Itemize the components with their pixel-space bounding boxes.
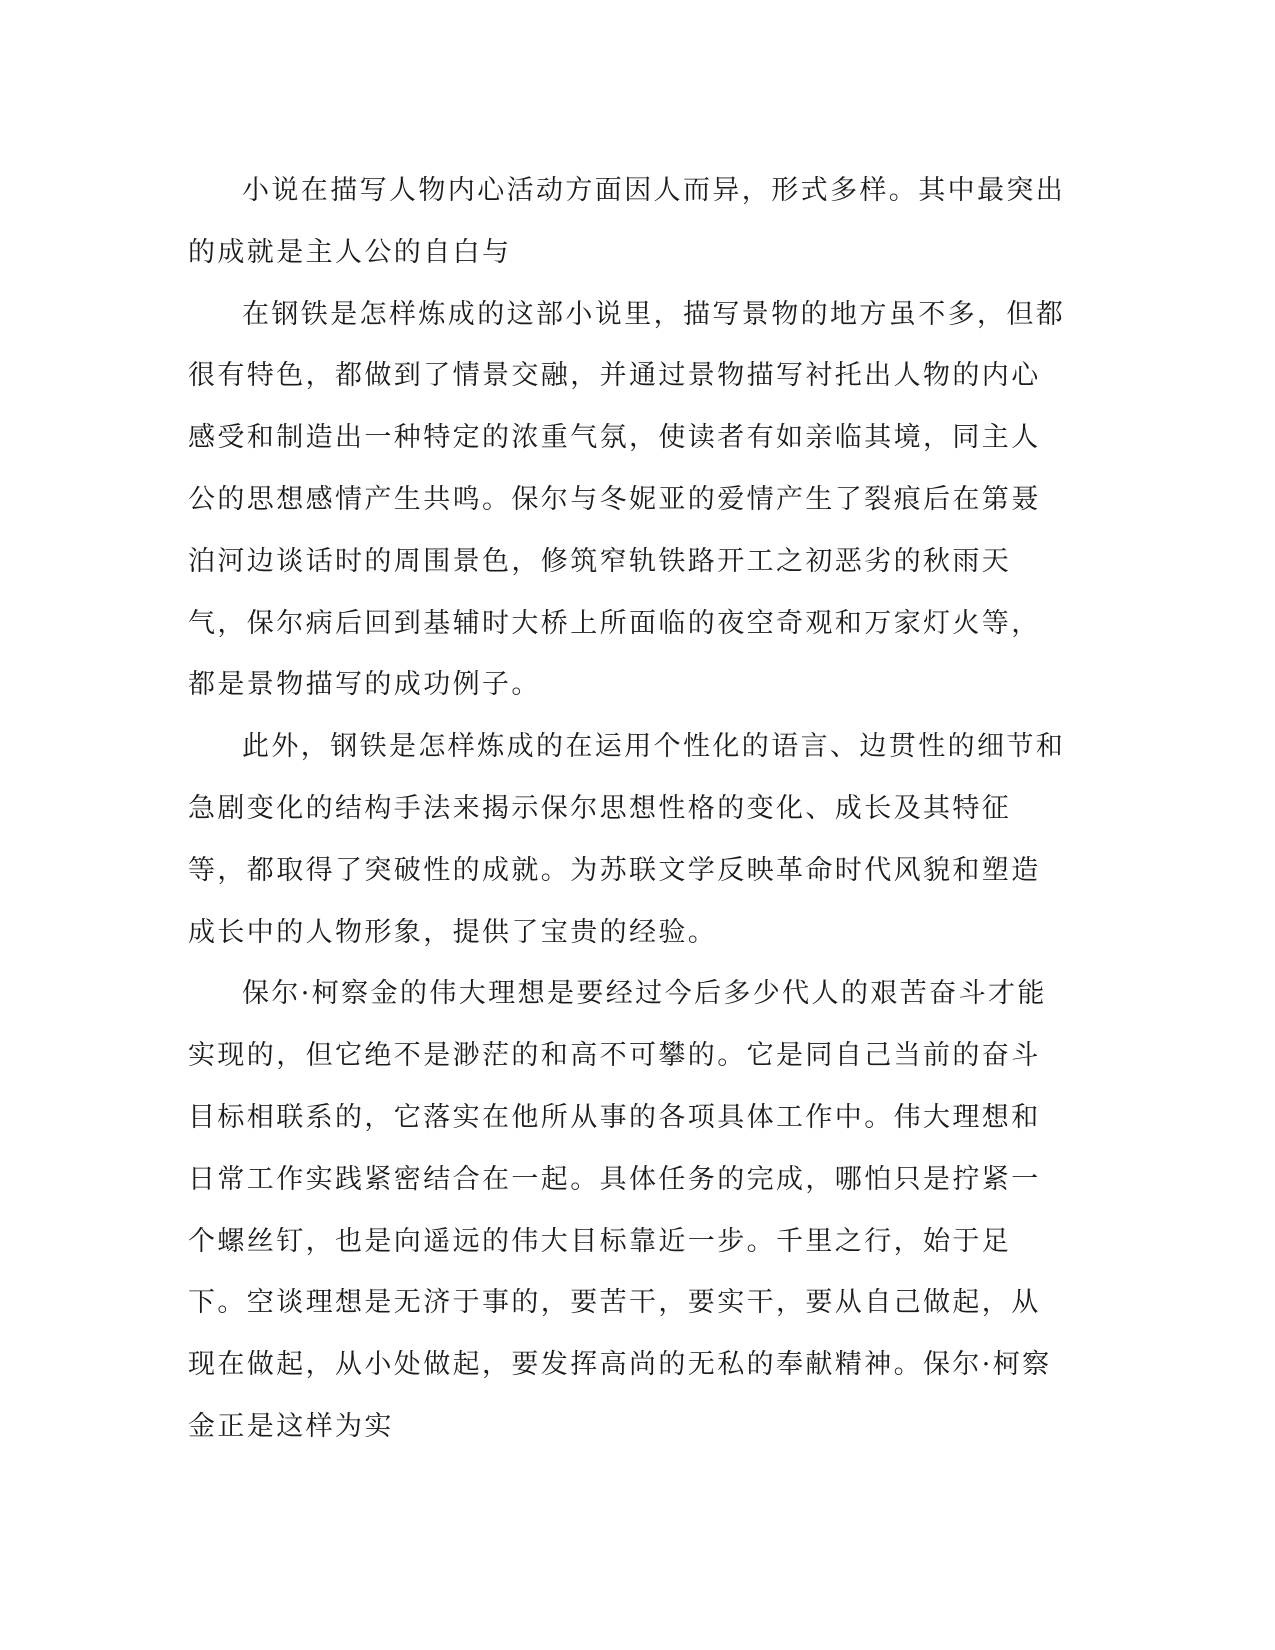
paragraph-language-techniques: 此外，钢铁是怎样炼成的在运用个性化的语言、边贯性的细节和急剧变化的结构手法来揭示保尔思想性格的变化、成长及其特征等，都取得了突破性的成就。为苏联文学反映革命时代风貌和塑造成长中的人物形象，提供了宝贵的经验。 bbox=[188, 731, 1066, 948]
paragraph-inner-monologue: 小说在描写人物内心活动方面因人而异，形式多样。其中最突出的成就是主人公的自白与 bbox=[188, 175, 1066, 268]
paragraph-scenery-description: 在钢铁是怎样炼成的这部小说里，描写景物的地方虽不多，但都很有特色，都做到了情景交融，并通过景物描写衬托出人物的内心感受和制造出一种特定的浓重气氛，使读者有如亲临其境，同主人公的思想感情产生共鸣。保尔与冬妮亚的爱情产生了裂痕后在第聂泊河边谈话时的周围景色，修筑窄轨铁路开工之初恶劣的秋雨天气，保尔病后回到基辅时大桥上所面临的夜空奇观和万家灯火等，都是景物描写的成功例子。 bbox=[188, 298, 1066, 701]
document-body bbox=[188, 160, 1068, 1458]
paragraph-ideals: 保尔·柯察金的伟大理想是要经过今后多少代人的艰苦奋斗才能实现的，但它绝不是渺茫的和高不可攀的。它是同自己当前的奋斗目标相联系的，它落实在他所从事的各项具体工作中。伟大理想和日常工作实践紧密结合在一起。具体任务的完成，哪怕只是拧紧一个螺丝钉，也是向遥远的伟大目标靠近一步。千里之行，始于足下。空谈理想是无济于事的，要苦干，要实干，要从自己做起，从现在做起，从小处做起，要发挥高尚的无私的奉献精神。保尔·柯察金正是这样为实 bbox=[188, 978, 1052, 1442]
